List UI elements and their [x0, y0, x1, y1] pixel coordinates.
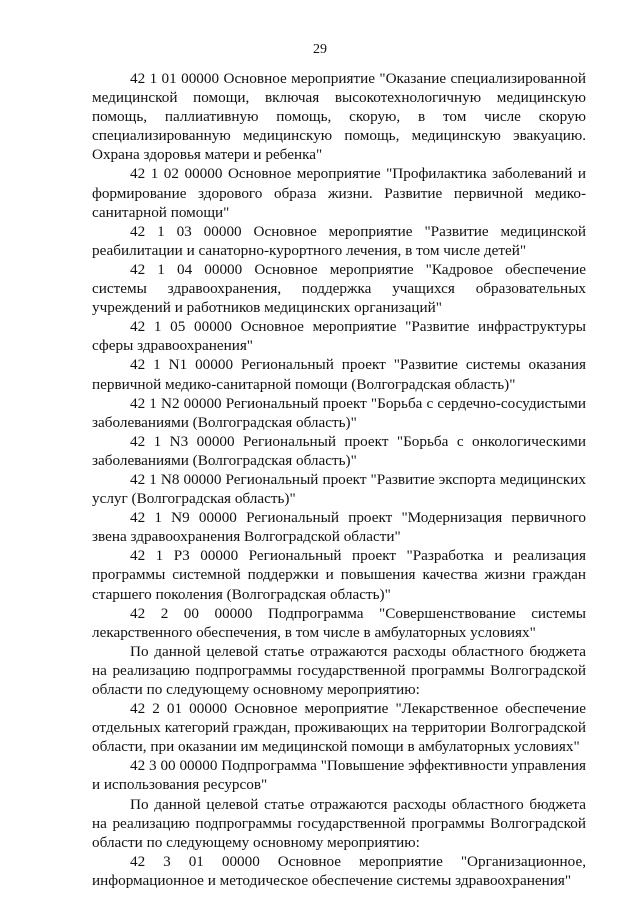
page-number: 29	[313, 42, 327, 57]
paragraph-5: 42 1 05 00000 Основное мероприятие "Развитие инфраструктуры сферы здравоохранения"	[92, 318, 586, 355]
paragraph-6: 42 1 N1 00000 Региональный проект "Развитие системы оказания первичной медико-санитарной помощи (Волгоградская область)"	[92, 356, 586, 393]
paragraph-9: 42 1 N8 00000 Региональный проект "Развитие экспорта медицинских услуг (Волгоградская область)"	[92, 470, 586, 508]
paragraph-8: 42 1 N3 00000 Региональный проект "Борьба с онкологическими заболеваниями (Волгоградская область)"	[92, 432, 586, 469]
paragraph-1: 42 1 01 00000 Основное мероприятие "Оказание специализированной медицинской помощи, включая высокотехнологичную медицинскую помощь, паллиативную помощь, скорую, в том числе скорую специализированную медицинскую помощь, медицинскую эвакуацию. Охрана здоровья матери и ребенка"	[92, 70, 586, 164]
paragraph-13: По данной целевой статье отражаются расходы областного бюджета на реализацию подпрограммы государственной программы Волгоградской области по следующему основному мероприятию:	[92, 642, 586, 698]
paragraph-2: 42 1 02 00000 Основное мероприятие "Профилактика заболеваний и формирование здорового образа жизни. Развитие первичной медико-санитарной помощи"	[92, 165, 586, 221]
paragraph-15: 42 3 00 00000 Подпрограмма "Повышение эффективности управления и использования ресурсов"	[92, 757, 586, 794]
paragraph-14: 42 2 01 00000 Основное мероприятие "Лекарственное обеспечение отдельных категорий граждан, проживающих на территории Волгоградской области, при оказании им медицинской помощи в амбулаторных условиях"	[92, 700, 586, 756]
paragraph-12: 42 2 00 00000 Подпрограмма "Совершенствование системы лекарственного обеспечения, в том числе в амбулаторных условиях"	[92, 604, 586, 641]
page-content	[92, 69, 586, 890]
paragraph-4: 42 1 04 00000 Основное мероприятие "Кадровое обеспечение системы здравоохранения, поддержка учащихся образовательных учреждений и работников медицинских организаций"	[92, 260, 586, 317]
paragraph-10: 42 1 N9 00000 Региональный проект "Модернизация первичного звена здравоохранения Волгоградской области"	[92, 509, 586, 546]
paragraph-7: 42 1 N2 00000 Региональный проект "Борьба с сердечно-сосудистыми заболеваниями (Волгоградская область)"	[92, 394, 586, 431]
paragraph-11: 42 1 P3 00000 Региональный проект "Разработка и реализация программы системной поддержки и повышения качества жизни граждан старшего поколения (Волгоградская область)"	[92, 547, 586, 603]
paragraph-3: 42 1 03 00000 Основное мероприятие "Развитие медицинской реабилитации и санаторно-курортного лечения, в том числе детей"	[92, 222, 586, 259]
paragraph-17: 42 3 01 00000 Основное мероприятие "Организационное, информационное и методическое обеспечение системы здравоохранения"	[92, 852, 586, 889]
paragraph-16: По данной целевой статье отражаются расходы областного бюджета на реализацию подпрограммы государственной программы Волгоградской области по следующему основному мероприятию:	[92, 795, 586, 851]
